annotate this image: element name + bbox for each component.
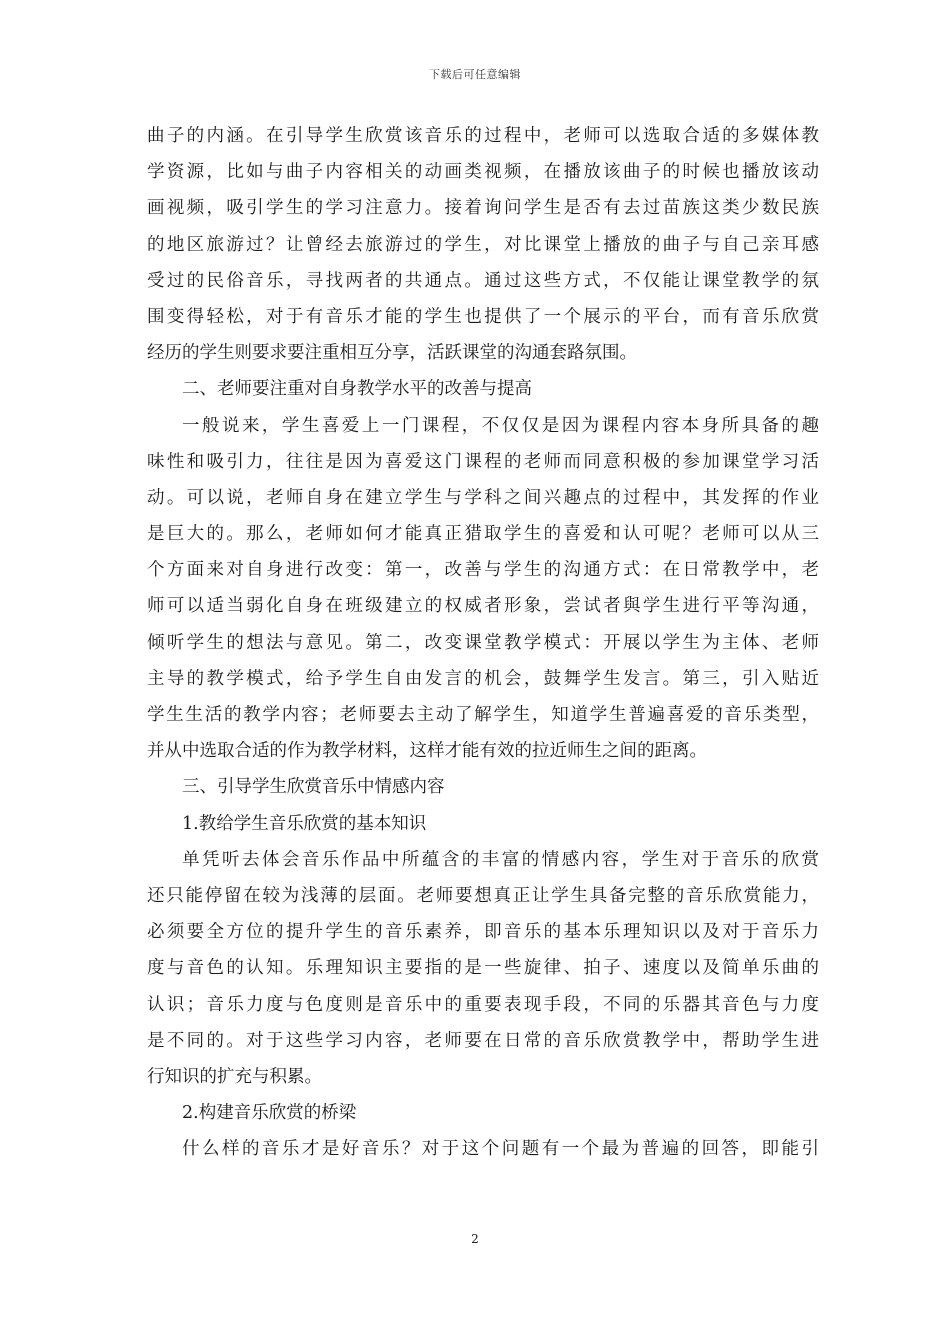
subsection-heading: 2.构建音乐欣赏的桥梁: [182, 1103, 357, 1124]
text-line: 行知识的扩充与积累。: [147, 1066, 322, 1087]
subsection-heading: 1.教给学生音乐欣赏的基本知识: [182, 813, 427, 834]
text-line: 个方面来对自身进行改变：第一，改善与学生的沟通方式：在日常教学中，老: [147, 560, 819, 581]
text-line: 一般说来，学生喜爱上一门课程，不仅仅是因为课程内容本身所具备的趣: [182, 415, 819, 436]
page-number: 2: [471, 1232, 479, 1246]
body-text: [147, 118, 819, 1167]
text-line: 曲子的内涵。在引导学生欣赏该音乐的过程中，老师可以选取合适的多媒体教: [147, 126, 819, 146]
section-heading: 二、老师要注重对自身教学水平的改善与提高: [182, 379, 532, 400]
text-line: 经历的学生则要求要注重相互分享，活跃课堂的沟通套路氛围。: [147, 343, 637, 364]
text-line: 度与音色的认知。乐理知识主要指的是一些旋律、拍子、速度以及简单乐曲的: [147, 958, 819, 979]
text-line: 并从中选取合适的作为教学材料，这样才能有效的拉近师生之间的距离。: [147, 741, 707, 762]
page-header: 下载后可任意编辑: [429, 68, 521, 81]
text-line: 认识；音乐力度与色度则是音乐中的重要表现手段，不同的乐器其音色与力度: [147, 994, 819, 1015]
text-line: 画视频，吸引学生的学习注意力。接着询问学生是否有去过苗族这类少数民族: [147, 198, 819, 219]
text-line: 什么样的音乐才是好音乐？对于这个问题有一个最为普遍的回答，即能引: [182, 1139, 819, 1160]
text-line: 的地区旅游过？让曾经去旅游过的学生，对比课堂上播放的曲子与自己亲耳感: [147, 234, 819, 255]
text-line: 学资源，比如与曲子内容相关的动画类视频，在播放该曲子的时候也播放该动: [147, 162, 819, 183]
text-line: 还只能停留在较为浅薄的层面。老师要想真正让学生具备完整的音乐欣赏能力，: [147, 885, 819, 906]
text-line: 是巨大的。那么，老师如何才能真正猎取学生的喜爱和认可呢？老师可以从三: [147, 524, 819, 545]
text-line: 围变得轻松，对于有音乐才能的学生也提供了一个展示的平台，而有音乐欣赏: [147, 306, 819, 327]
text-line: 单凭听去体会音乐作品中所蕴含的丰富的情感内容，学生对于音乐的欣赏: [182, 849, 819, 870]
text-line: 味性和吸引力，往往是因为喜爱这门课程的老师而同意积极的参加课堂学习活: [147, 451, 819, 472]
text-line: 师可以适当弱化自身在班级建立的权威者形象，尝试者與学生进行平等沟通，: [147, 596, 819, 617]
text-line: 受过的民俗音乐，寻找两者的共通点。通过这些方式，不仅能让课堂教学的氛: [147, 270, 819, 291]
text-line: 是不同的。对于这些学习内容，老师要在日常的音乐欣赏教学中，帮助学生进: [147, 1030, 819, 1051]
text-line: 动。可以说，老师自身在建立学生与学科之间兴趣点的过程中，其发挥的作业: [147, 487, 819, 508]
text-line: 倾听学生的想法与意见。第二，改变课堂教学模式：开展以学生为主体、老师: [147, 632, 819, 653]
text-line: 主导的教学模式，给予学生自由发言的机会，鼓舞学生发言。第三，引入贴近: [147, 668, 819, 689]
text-line: 必须要全方位的提升学生的音乐素养，即音乐的基本乐理知识以及对于音乐力: [147, 922, 819, 943]
section-heading: 三、引导学生欣赏音乐中情感内容: [182, 777, 445, 798]
text-line: 学生生活的教学内容；老师要去主动了解学生，知道学生普遍喜爱的音乐类型，: [147, 705, 819, 725]
